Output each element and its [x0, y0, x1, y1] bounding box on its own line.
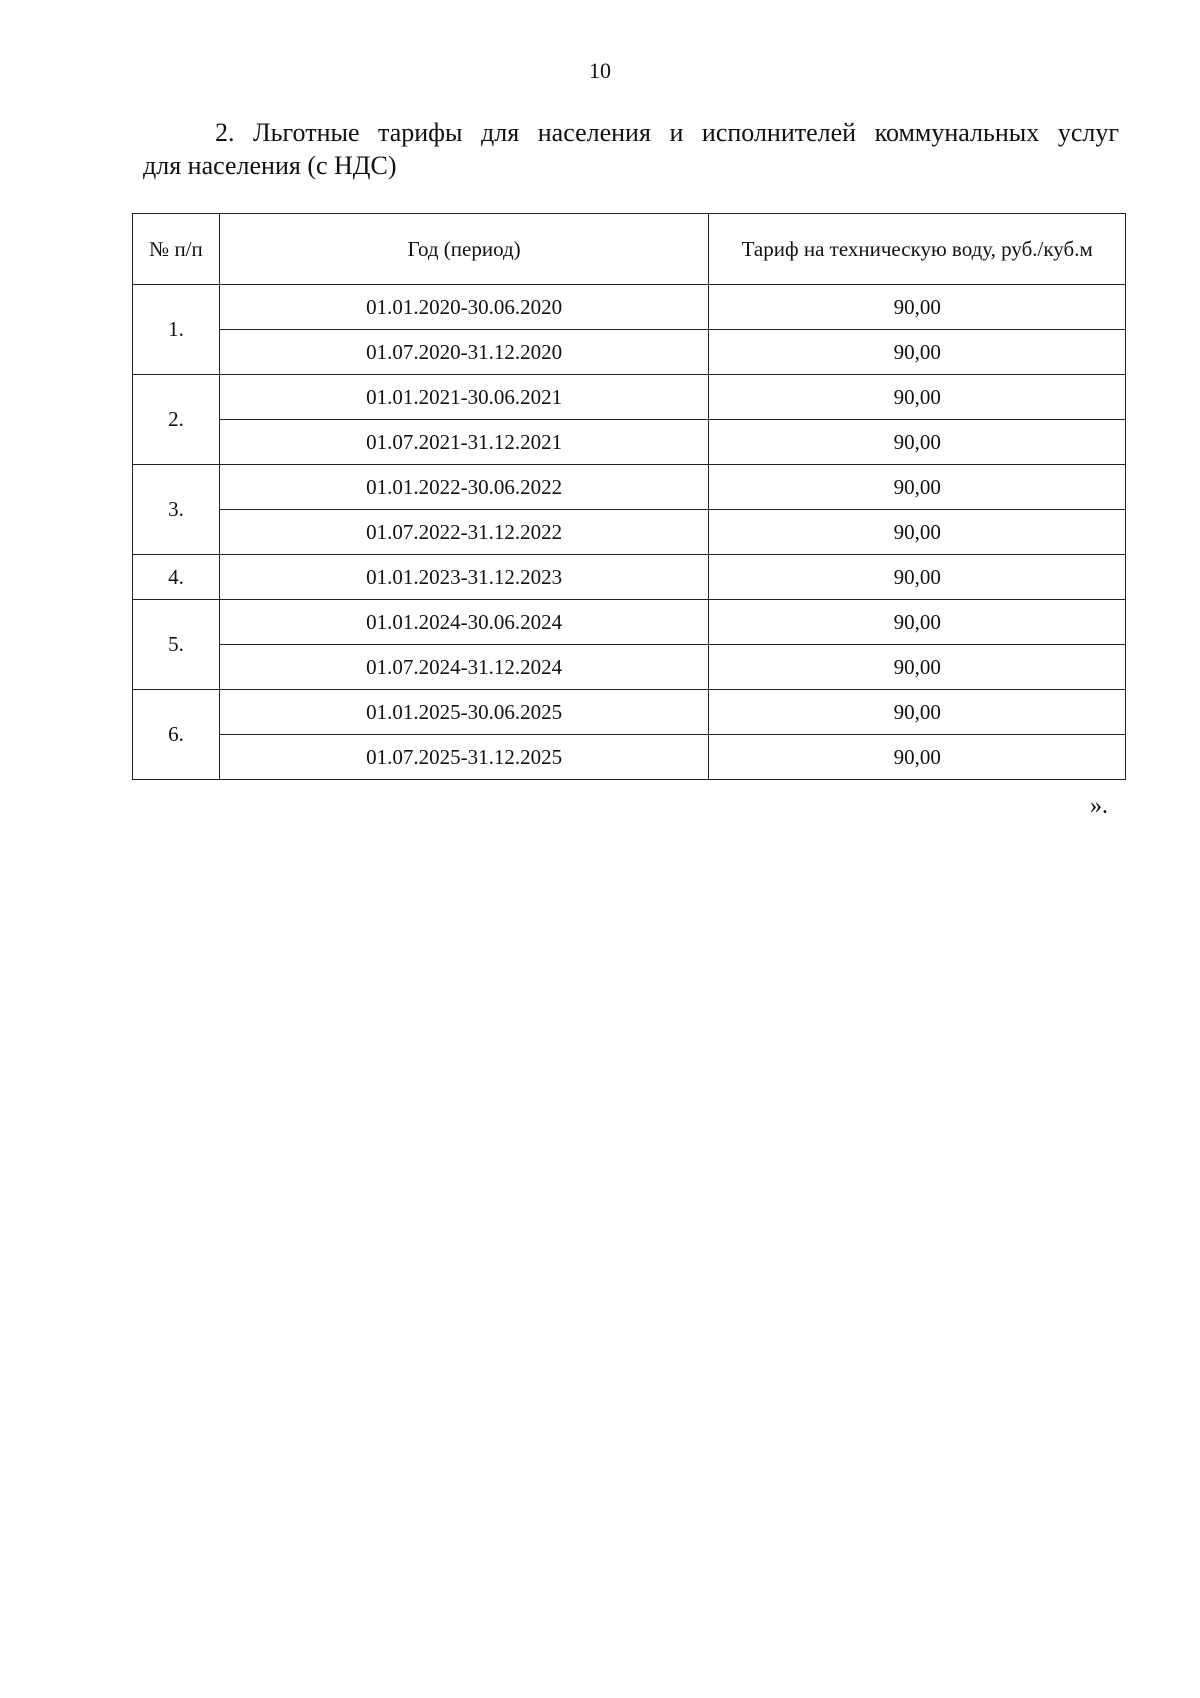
period-cell: 01.07.2022-31.12.2022 [219, 510, 708, 555]
table-row [133, 465, 1126, 510]
section-heading [143, 116, 1119, 182]
header-period: Год (период) [219, 214, 708, 285]
tariff-cell: 90,00 [709, 375, 1126, 420]
row-number-cell: 4. [133, 555, 220, 600]
period-cell: 01.07.2021-31.12.2021 [219, 420, 708, 465]
table-row [133, 330, 1126, 375]
period-cell: 01.01.2024-30.06.2024 [219, 600, 708, 645]
tariff-cell: 90,00 [709, 285, 1126, 330]
table-row [133, 600, 1126, 645]
tariff-cell: 90,00 [709, 555, 1126, 600]
period-cell: 01.01.2023-31.12.2023 [219, 555, 708, 600]
tariff-cell: 90,00 [709, 690, 1126, 735]
page-number: 10 [589, 58, 611, 83]
tariff-cell: 90,00 [709, 330, 1126, 375]
row-number-cell: 1. [133, 285, 220, 375]
tariff-table [132, 213, 1126, 780]
header-tariff: Тариф на техническую воду, руб./куб.м [709, 214, 1126, 285]
table-row [133, 690, 1126, 735]
table-row [133, 375, 1126, 420]
table-body [133, 285, 1126, 780]
tariff-cell: 90,00 [709, 600, 1126, 645]
row-number-cell: 5. [133, 600, 220, 690]
header-number: № п/п [133, 214, 220, 285]
heading-line-2: для населения (с НДС) [143, 151, 397, 180]
heading-line-1: 2. Льготные тарифы для населения и исполнителей коммунальных услуг [215, 118, 1119, 147]
period-cell: 01.07.2024-31.12.2024 [219, 645, 708, 690]
period-cell: 01.07.2025-31.12.2025 [219, 735, 708, 780]
tariff-cell: 90,00 [709, 465, 1126, 510]
tariff-cell: 90,00 [709, 510, 1126, 555]
period-cell: 01.01.2021-30.06.2021 [219, 375, 708, 420]
table-row [133, 285, 1126, 330]
table-row [133, 555, 1126, 600]
row-number-cell: 6. [133, 690, 220, 780]
table-row [133, 420, 1126, 465]
row-number-cell: 2. [133, 375, 220, 465]
tariff-cell: 90,00 [709, 735, 1126, 780]
tariff-cell: 90,00 [709, 645, 1126, 690]
table-header-row [133, 214, 1126, 285]
tariff-cell: 90,00 [709, 420, 1126, 465]
table-row [133, 735, 1126, 780]
period-cell: 01.01.2025-30.06.2025 [219, 690, 708, 735]
period-cell: 01.01.2022-30.06.2022 [219, 465, 708, 510]
row-number-cell: 3. [133, 465, 220, 555]
period-cell: 01.07.2020-31.12.2020 [219, 330, 708, 375]
closing-quote: ». [1090, 793, 1108, 819]
table-row [133, 510, 1126, 555]
table-row [133, 645, 1126, 690]
period-cell: 01.01.2020-30.06.2020 [219, 285, 708, 330]
